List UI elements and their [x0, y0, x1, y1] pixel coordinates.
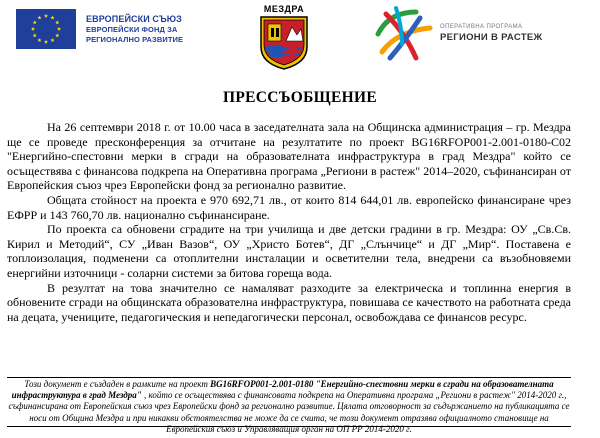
eu-logo-line1: ЕВРОПЕЙСКИ СЪЮЗ: [86, 14, 182, 24]
eu-logo-line3: РЕГИОНАЛНО РАЗВИТИЕ: [86, 34, 184, 44]
eu-star-icon: [37, 16, 41, 20]
footer-divider: [7, 377, 571, 378]
eu-flag-icon: [16, 9, 76, 49]
eu-logo-line2: ЕВРОПЕЙСКИ ФОНД ЗА: [86, 25, 178, 34]
program-logo-text: [440, 24, 542, 43]
eu-star-icon: [55, 20, 59, 24]
eu-star-icon: [44, 40, 48, 44]
paragraph-4: В резултат на това значително се намаляват разходите за електрическа и топлинна енергия в обновените сгради на общинската образователна инфраструктура, повишава се качеството на работната среда на децата, учениците, педагогическия и непедагогически персонал, освобождава се финансов ресурс.: [7, 280, 571, 324]
header: [0, 0, 600, 70]
municipality-name: МЕЗДРА: [263, 4, 305, 14]
program-logo-big: РЕГИОНИ В РАСТЕЖ: [440, 31, 543, 43]
footer-divider-bottom: [7, 426, 571, 427]
paragraph-2: Общата стойност на проекта е 970 692,71 лв., от които 814 644,01 лв. европейско финансиране чрез ЕФРР и 143 760,70 лв. национално съфинансиране.: [7, 192, 571, 222]
municipality-logo: [255, 4, 313, 76]
footer-text-2: , който се осъществява с финансовата подкрепа на Оперативна програма „Региони в растеж" 2014-2020 г., съфинансирана от Европейския съюз чрез Европейски фонд за регионално развитие. Цялата отговорност за съдържанието на публикацията се носи от Община Мездра и при никакви обстоятелства не може да се счита, че този документ отразява официалното становище на Европейския съюз и Управляващия орган на ОП РР 2014-2020 г.: [8, 390, 570, 434]
eu-star-icon: [31, 27, 35, 31]
eu-star-icon: [50, 16, 54, 20]
eu-logo: [16, 9, 183, 49]
page-title: ПРЕССЪОБЩЕНИЕ: [223, 89, 377, 106]
eu-star-icon: [44, 14, 48, 18]
eu-star-icon: [33, 33, 37, 37]
program-logo-small: ОПЕРАТИВНА ПРОГРАМА: [440, 23, 523, 30]
press-release-body: [7, 120, 571, 324]
eu-star-icon: [57, 27, 61, 31]
paragraph-3: По проекта са обновени сградите на три училища и две детски градини в гр. Мездра: ОУ „Св.Св. Кирил и Методий“, СУ „Иван Вазов“, ОУ „Христо Ботев“, ДГ „Слънчице“ и ДГ „Мир“. Поставена е топлоизолация, подменени са отоплителни инсталации и осветителни тела, внедрени са възобновяеми енергийни източници - соларни системи за битова гореща вода.: [7, 222, 571, 280]
program-logo: [372, 4, 542, 62]
footer-text-1: Този документ е създаден в рамките на проект: [24, 379, 211, 389]
coat-of-arms-icon: [259, 15, 309, 71]
paragraph-1: На 26 септември 2018 г. от 10.00 часа в заседателната зала на Общинска администрация – гр. Мездра ще се проведе пресконференция за отчитане на резултатите по проект BG16RFOP001-2.001-0180-C02 "Енергийно-спестовни мерки в сгради на образователната инфраструктура в град Мездра" който се осъществява с финансова подкрепа на Оперативна програма „Региони в растеж" 2014–2020, съфинансиран от Европейския съюз чрез Европейски фонд за регионално развитие.: [7, 120, 571, 193]
eu-star-icon: [33, 20, 37, 24]
eu-star-icon: [55, 33, 59, 37]
eu-star-icon: [37, 38, 41, 42]
regions-in-growth-icon: [372, 4, 436, 62]
eu-star-icon: [50, 38, 54, 42]
footer-project-name: BG16RFOP001-2.001-0180 "Енергийно-спестовни мерки в сгради на образователната инфраструктура в град Мездра": [11, 379, 554, 401]
eu-logo-text: [86, 14, 183, 44]
